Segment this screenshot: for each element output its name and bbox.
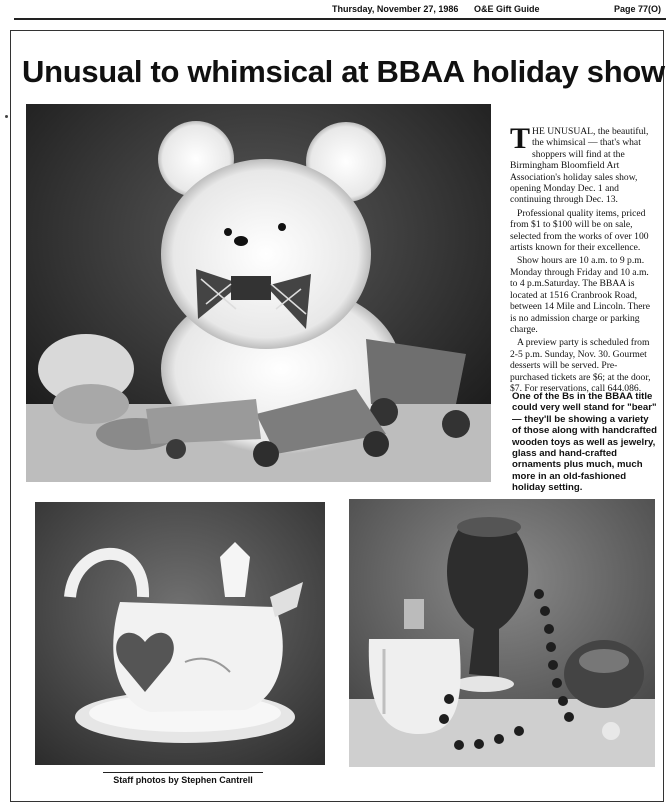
story-paragraph: Professional quality items, priced from $1 to $100 will be on sale, selected from the works of over 100 artists known for their excellence. xyxy=(510,207,649,254)
folio-line xyxy=(0,2,672,16)
top-rule xyxy=(14,18,666,20)
photo-credit: Staff photos by Stephen Cantrell xyxy=(103,772,263,785)
photo-ceramic-pitcher xyxy=(35,502,325,765)
story-paragraph: A preview party is scheduled from 2-5 p.m. Sunday, Nov. 30. Gourmet desserts will be served. Pre-purchased tickets are $6; at the door, $7. For reservations, call 644.086. xyxy=(510,337,651,394)
folio-section: O&E Gift Guide xyxy=(474,4,540,14)
photo-bear-and-toys xyxy=(26,104,491,482)
story-paragraph: Show hours are 10 a.m. to 9 p.m. Monday through Friday and 10 a.m. to 4 p.m.Saturday. The BBAA is located at 1516 Cranbrook Road, between 14 Mile and Lincoln. There is no admission charge or parking charge. xyxy=(510,255,650,335)
folio-page: Page 77(O) xyxy=(614,4,662,14)
drop-cap: T xyxy=(510,122,531,155)
photo-caption: One of the Bs in the BBAA title could very well stand for "bear" — they'll be showing a variety of those along with handcrafted wooden toys as well as jewelry, glass and hand-crafted ornaments plus much, much more in an old-fashioned holiday setting. xyxy=(512,391,657,494)
folio-date: Thursday, November 27, 1986 xyxy=(332,4,459,14)
photo-glass-and-jewelry xyxy=(349,499,655,767)
story-column xyxy=(510,122,656,396)
headline: Unusual to whimsical at BBAA holiday show xyxy=(22,54,665,89)
story-paragraph: THE UNUSUAL, the beautiful, the whimsical — that's what shoppers will find at the Birmingham Bloomfield Art Association's holiday sales show, opening Monday Dec. 1 and continuing through Dec. 13. xyxy=(510,122,649,206)
margin-speck xyxy=(5,115,8,118)
